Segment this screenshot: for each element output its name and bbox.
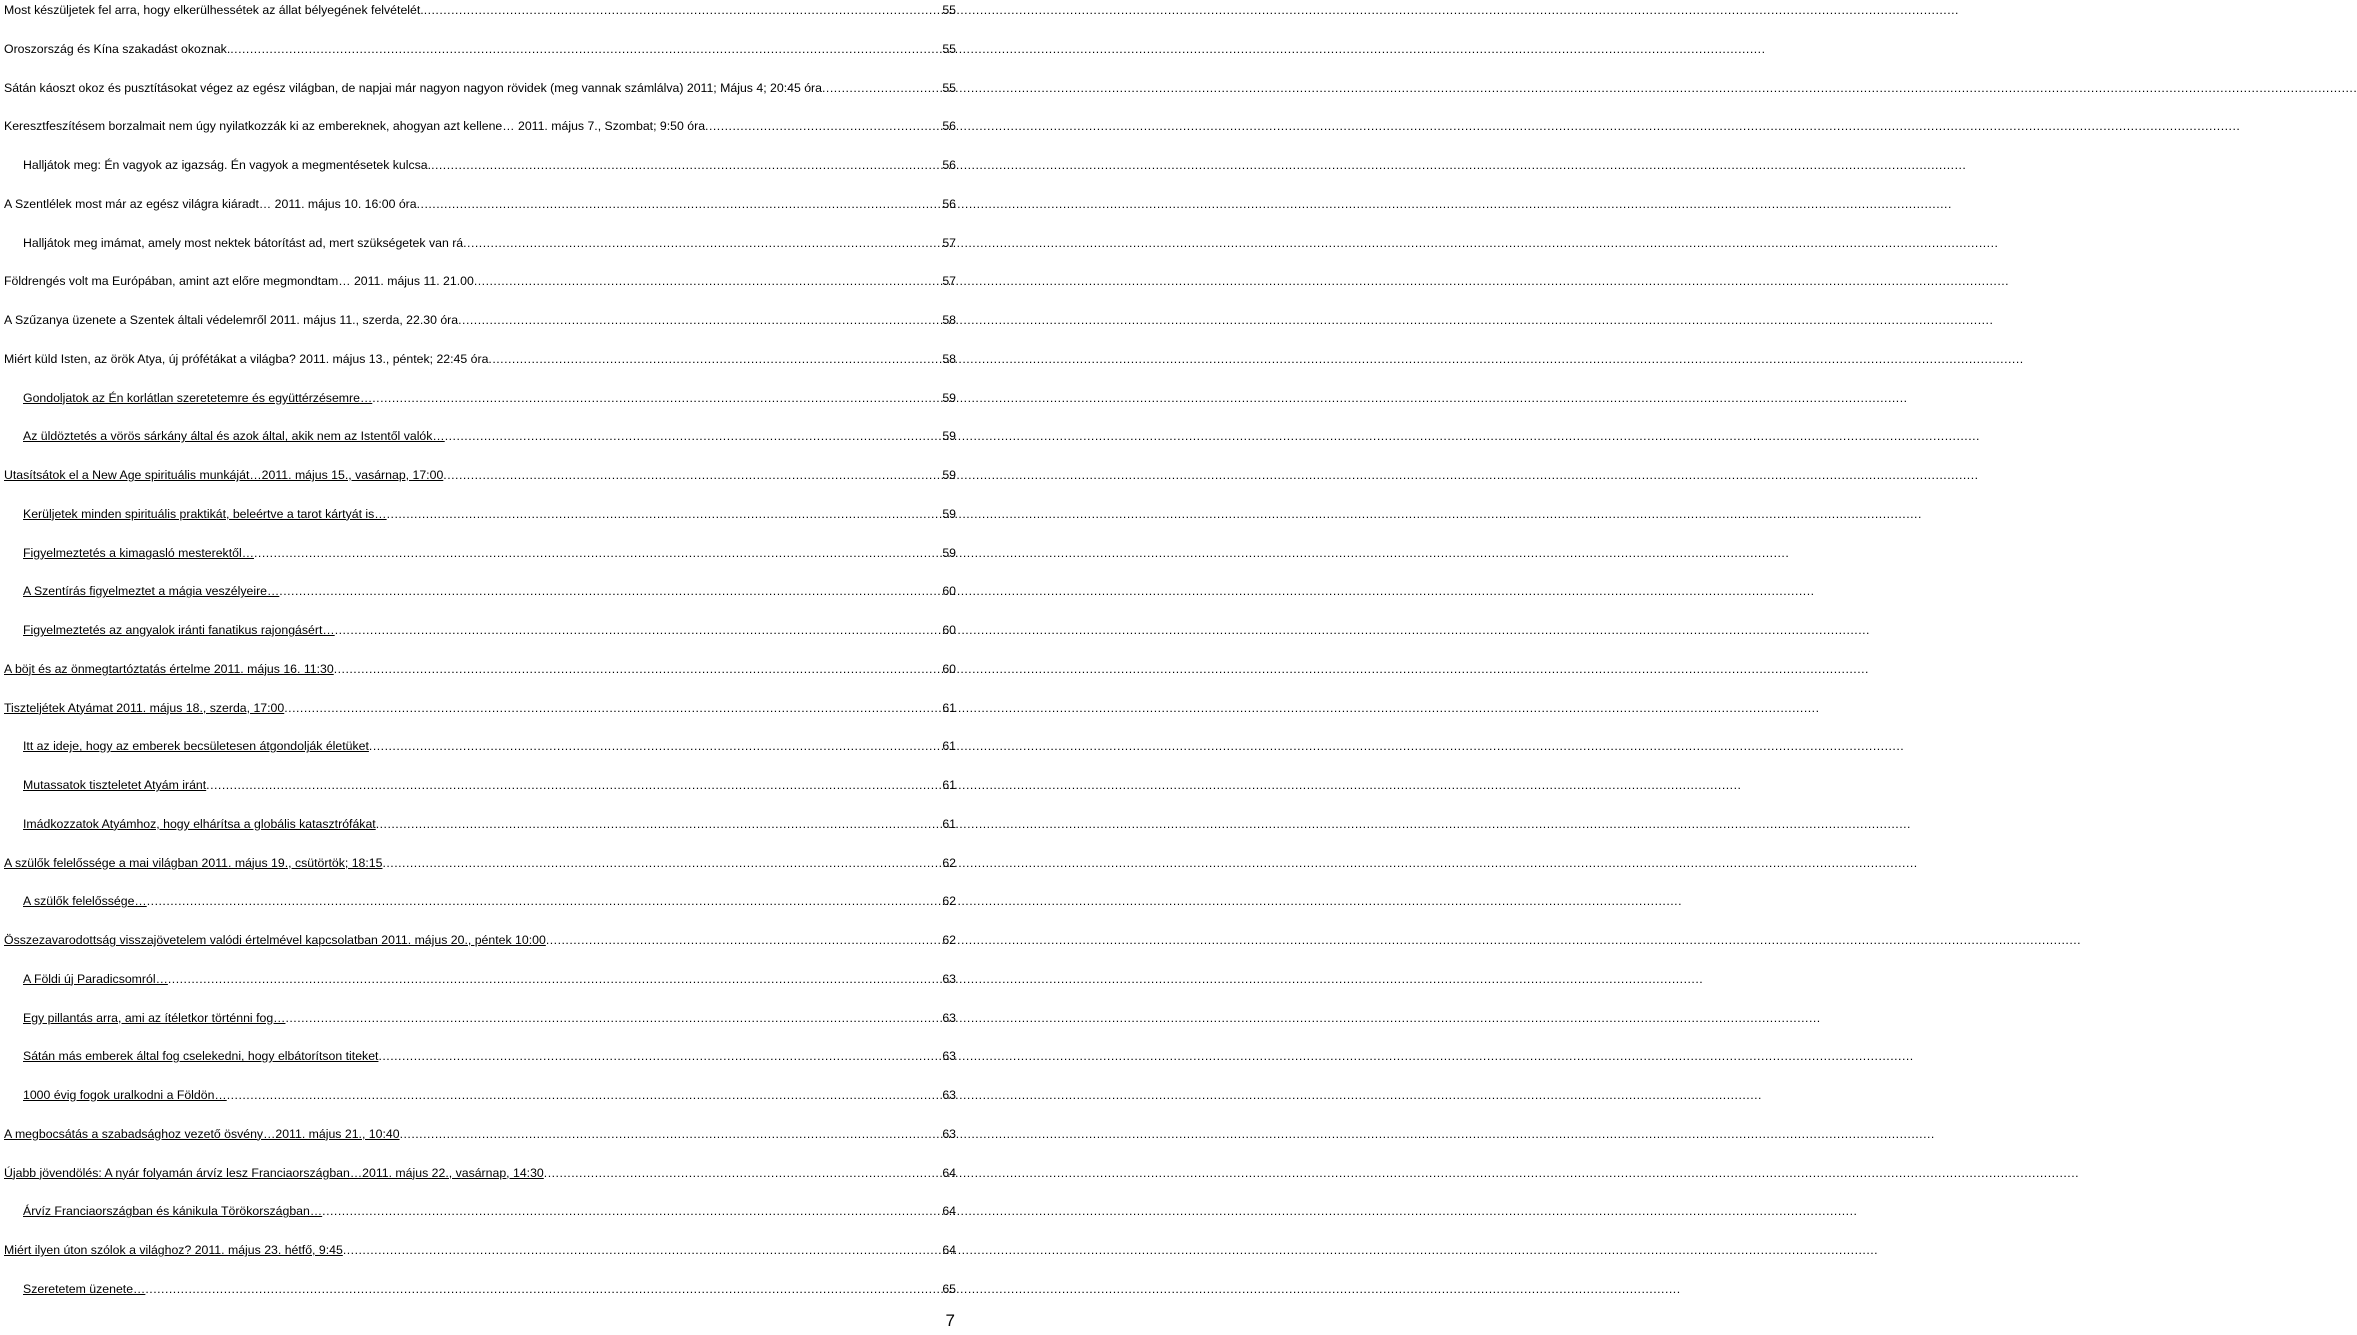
- dot-leader: [443, 465, 941, 485]
- toc-entry-page: 55: [942, 3, 956, 17]
- toc-entry-title: Összezavarodottság visszajövetelem valódi értelmével kapcsolatban 2011. május 20., péntek 10:00: [4, 933, 546, 947]
- toc-entry-title: Gondoljatok az Én korlátlan szeretetemre és együttérzésemre…: [23, 390, 373, 405]
- toc-entry-page: 59: [942, 390, 956, 405]
- dot-leader: [376, 814, 942, 834]
- page-number: 7: [945, 1311, 955, 1330]
- toc-entry-page: 63: [942, 1088, 956, 1102]
- dot-leader: [254, 543, 941, 563]
- toc-entry-page: 55: [942, 80, 956, 95]
- toc-entry-title: Mutassatok tiszteletet Atyám iránt: [23, 778, 207, 792]
- toc-entry-title: Most készüljetek fel arra, hogy elkerülhessétek az állat bélyegének felvételét.: [4, 3, 424, 17]
- toc-entry-page: 61: [942, 739, 956, 754]
- toc-entry[interactable]: [23, 388, 956, 408]
- toc-entry[interactable]: [23, 969, 956, 989]
- dot-leader: [400, 1124, 942, 1144]
- toc-entry-page: 62: [942, 894, 956, 909]
- toc-entry-title: Oroszország és Kína szakadást okoznak.: [4, 41, 231, 56]
- toc-entry[interactable]: [4, 930, 956, 950]
- toc-entry-title: A Földi új Paradicsomról…: [23, 971, 168, 986]
- toc-entry-title: Sátán káoszt okoz és pusztításokat végez az egész világban, de napjai már nagyon nagyon rövidek (meg vannak számlálva) 2011; Május 4; 20:45 óra: [4, 80, 822, 95]
- toc-entry-title: A szülők felelőssége a mai világban 2011. május 19., csütörtök; 18:15: [4, 855, 383, 870]
- toc-entry-title: Miért ilyen úton szólok a világhoz? 2011. május 23. hétfő, 9:45: [4, 1243, 343, 1257]
- dot-leader: [431, 155, 941, 175]
- toc-entry-title: A szülők felelőssége…: [23, 894, 147, 909]
- toc-entry-title: Utasítsátok el a New Age spirituális munkáját…2011. május 15., vasárnap, 17:00: [4, 468, 444, 482]
- toc-entry-title: A Szűzanya üzenete a Szentek általi védelemről 2011. május 11., szerda, 22.30 óra: [4, 313, 459, 327]
- dot-leader: [378, 1046, 941, 1066]
- toc-entry[interactable]: [4, 116, 956, 136]
- dot-leader: [546, 930, 941, 950]
- toc-entry-page: 61: [942, 778, 956, 792]
- toc-entry-title: Árvíz Franciaországban és kánikula Törökországban…: [23, 1204, 323, 1219]
- toc-entry-title: Imádkozzatok Atyámhoz, hogy elhárítsa a globális katasztrófákat: [23, 816, 376, 831]
- toc-entry-title: Kerüljetek minden spirituális praktikát, beleértve a tarot kártyát is…: [23, 506, 387, 521]
- toc-entry-title: A Szentírás figyelmeztet a mágia veszélyeire…: [23, 584, 280, 599]
- toc-entry-page: 63: [942, 1049, 956, 1064]
- toc-entry-page: 64: [942, 1165, 956, 1180]
- toc-entry[interactable]: [4, 310, 956, 330]
- toc-entry-page: 61: [942, 700, 956, 715]
- dot-leader: [474, 271, 941, 291]
- dot-leader: [335, 620, 942, 640]
- dot-leader: [369, 736, 941, 756]
- toc-entry-title: Figyelmeztetés az angyalok iránti fanatikus rajongásért…: [23, 623, 335, 637]
- toc-entry-page: 59: [942, 429, 956, 444]
- dot-leader: [147, 891, 942, 911]
- dot-leader: [382, 853, 941, 873]
- toc-entry-page: 59: [942, 468, 956, 482]
- dot-leader: [387, 504, 942, 524]
- toc-entry-title: Miért küld Isten, az örök Atya, új prófétákat a világba? 2011. május 13., péntek; 22:45 óra: [4, 351, 489, 366]
- toc-entry-title: 1000 évig fogok uralkodni a Földön…: [23, 1088, 227, 1102]
- toc-entry-title: Szeretetem üzenete…: [23, 1281, 146, 1296]
- toc-entry[interactable]: [23, 736, 956, 756]
- toc-entry-title: Egy pillantás arra, ami az ítéletkor történni fog…: [23, 1010, 286, 1025]
- dot-leader: [544, 1163, 942, 1183]
- dot-leader: [230, 39, 941, 59]
- toc-entry-page: 56: [942, 119, 956, 134]
- toc-entry[interactable]: [23, 581, 956, 601]
- toc-entry-page: 63: [942, 971, 956, 986]
- toc-entry-page: 61: [942, 816, 956, 831]
- toc-entry[interactable]: [23, 891, 956, 911]
- toc-entry-page: 64: [942, 1204, 956, 1219]
- toc-entry[interactable]: [23, 504, 956, 524]
- toc-entry-page: 56: [942, 158, 956, 172]
- toc-entry-title: Sátán más emberek által fog cselekedni, hogy elbátorítson titeket: [23, 1049, 379, 1064]
- toc-entry[interactable]: [23, 1008, 956, 1028]
- dot-leader: [822, 78, 941, 98]
- dot-leader: [279, 581, 941, 601]
- dot-leader: [206, 775, 941, 795]
- toc-entry-page: 65: [942, 1281, 956, 1296]
- toc-entry[interactable]: [23, 775, 956, 795]
- toc-entry-page: 55: [942, 41, 956, 56]
- toc-entry[interactable]: [4, 698, 956, 718]
- toc-entry-page: 64: [942, 1243, 956, 1257]
- dot-leader: [417, 194, 942, 214]
- toc-entry[interactable]: [4, 465, 956, 485]
- toc-entry-page: 63: [942, 1010, 956, 1025]
- dot-leader: [334, 659, 942, 679]
- toc-entry-page: 60: [942, 661, 956, 676]
- toc-entry-page: 62: [942, 855, 956, 870]
- dot-leader: [168, 969, 941, 989]
- toc-entry-title: Keresztfeszítésem borzalmait nem úgy nyilatkozzák ki az embereknek, ahogyan azt kellene… 2011. május 7., Szombat; 9:50 óra: [4, 119, 706, 134]
- toc-entry-page: 56: [942, 196, 956, 211]
- toc-entry-title: Földrengés volt ma Európában, amint azt előre megmondtam… 2011. május 11. 21.00: [4, 274, 474, 289]
- toc-entry-title: Az üldöztetés a vörös sárkány által és azok által, akik nem az Istentől valók…: [23, 429, 445, 444]
- dot-leader: [145, 1279, 941, 1299]
- toc-entry[interactable]: [4, 39, 956, 59]
- toc-entry[interactable]: [23, 620, 956, 640]
- toc-entry[interactable]: [4, 78, 956, 98]
- toc-entry[interactable]: [23, 1201, 956, 1221]
- toc-entry[interactable]: [4, 0, 956, 20]
- dot-leader: [372, 388, 941, 408]
- toc-entry[interactable]: [23, 1085, 956, 1105]
- toc-entry-page: 62: [942, 933, 956, 947]
- dot-leader: [488, 349, 941, 369]
- toc-entry[interactable]: [4, 853, 956, 873]
- toc-entry-page: 60: [942, 584, 956, 599]
- dot-leader: [227, 1085, 942, 1105]
- toc-entry-page: 59: [942, 506, 956, 521]
- toc-entry-page: 58: [942, 313, 956, 327]
- dot-leader: [322, 1201, 941, 1221]
- toc-entry-title: Halljátok meg: Én vagyok az igazság. Én vagyok a megmentésetek kulcsa.: [23, 158, 432, 172]
- toc-entry-title: Itt az ideje, hogy az emberek becsületesen átgondolják életüket: [23, 739, 369, 754]
- dot-leader: [705, 116, 941, 136]
- toc-entry[interactable]: [4, 349, 956, 369]
- toc-entry-title: Figyelmeztetés a kimagasló mesterektől…: [23, 545, 254, 560]
- toc-entry-title: Tiszteljétek Atyámat 2011. május 18., szerda, 17:00: [4, 700, 285, 715]
- toc-entry[interactable]: [4, 1240, 956, 1260]
- toc-entry-title: A megbocsátás a szabadsághoz vezető ösvény…2011. május 21., 10:40: [4, 1126, 400, 1141]
- toc-entry-page: 60: [942, 623, 956, 637]
- toc-entry-page: 58: [942, 351, 956, 366]
- dot-leader: [445, 426, 942, 446]
- toc-entry-title: A Szentlélek most már az egész világra kiáradt… 2011. május 10. 16:00 óra: [4, 196, 417, 211]
- dot-leader: [343, 1240, 941, 1260]
- dot-leader: [463, 233, 941, 253]
- toc-entry[interactable]: [4, 271, 956, 291]
- toc-entry-title: Újabb jövendölés: A nyár folyamán árvíz lesz Franciaországban…2011. május 22., vasárnap, 14:30: [4, 1165, 544, 1180]
- toc-entry[interactable]: [23, 233, 956, 253]
- toc-entry[interactable]: [4, 1163, 956, 1183]
- dot-leader: [284, 698, 941, 718]
- toc-entry[interactable]: [23, 1279, 956, 1299]
- toc-entry[interactable]: [4, 1124, 956, 1144]
- toc-entry[interactable]: [23, 426, 956, 446]
- toc-entry[interactable]: [23, 543, 956, 563]
- toc-entry-title: A böjt és az önmegtartóztatás értelme 2011. május 16. 11:30: [4, 661, 334, 676]
- toc-entry-title: Halljátok meg imámat, amely most nektek bátorítást ad, mert szükségetek van rá: [23, 235, 464, 250]
- toc-entry-page: 57: [942, 274, 956, 289]
- toc-entry-page: 63: [942, 1126, 956, 1141]
- toc-entry[interactable]: [23, 155, 956, 175]
- toc-entry[interactable]: [4, 659, 956, 679]
- dot-leader: [285, 1008, 941, 1028]
- toc-entry[interactable]: [4, 194, 956, 214]
- toc-entry[interactable]: [23, 1046, 956, 1066]
- toc-entry-page: 59: [942, 545, 956, 560]
- dot-leader: [458, 310, 941, 330]
- toc-entry-page: 57: [942, 235, 956, 250]
- dot-leader: [424, 0, 942, 20]
- toc-entry[interactable]: [23, 814, 956, 834]
